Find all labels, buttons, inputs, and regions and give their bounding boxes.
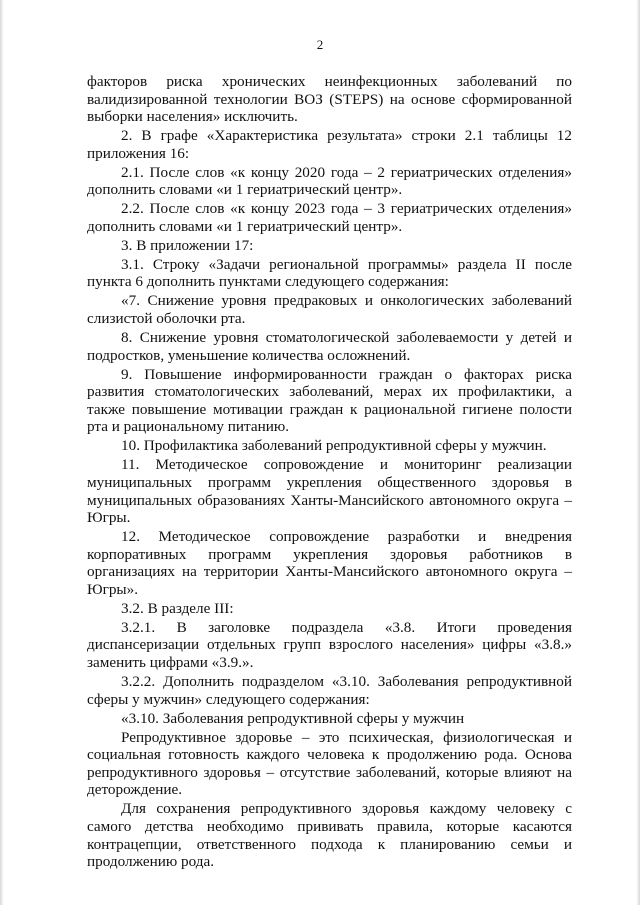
paragraph: 12. Методическое сопровождение разработки и внедрения корпоративных программ укрепления здоровья работников в организациях на территории Ханты-Мансийского автономного округа – Югры». <box>87 528 572 598</box>
page-number: 2 <box>316 37 324 52</box>
paragraph: Репродуктивное здоровье – это психическая, физиологическая и социальная готовность каждого человека к продолжению рода. Основа репродуктивного здоровья – отсутствие заболеваний, которые влияют на деторождение. <box>87 728 572 799</box>
paragraph: 2.1. После слов «к концу 2020 года – 2 гериатрических отделения» дополнить словами «и 1 гериатрический центр». <box>87 163 572 199</box>
paragraph: Для сохранения репродуктивного здоровья каждому человеку с самого детства необходимо прививать правила, которые касаются контрацепции, ответственного подхода к планированию семьи и продолжению рода. <box>87 800 572 871</box>
paragraph: «3.10. Заболевания репродуктивной сферы у мужчин <box>121 709 465 727</box>
paragraph: 3.2.2. Дополнить подразделом «3.10. Заболевания репродуктивной сферы у мужчин» следующего содержания: <box>87 673 572 708</box>
paragraph: «7. Снижение уровня предраковых и онкологических заболеваний слизистой оболочки рта. <box>87 292 572 328</box>
scan-edge-left <box>0 0 3 905</box>
paragraph: 9. Повышение информированности граждан о факторах риска развития стоматологических заболеваний, мерах их профилактики, а также повышение мотивации граждан к рациональной гигиене полости рта и рациональному питанию. <box>87 365 572 436</box>
paragraph: факторов риска хронических неинфекционных заболеваний по валидизированной технологии ВОЗ (STEPS) на основе сформированной выборки населения» исключить. <box>87 73 572 126</box>
paragraph: 10. Профилактика заболеваний репродуктивной сферы у мужчин. <box>121 437 547 455</box>
paragraph: 8. Снижение уровня стоматологической заболеваемости у детей и подростков, уменьшение количества осложнений. <box>87 329 572 364</box>
paragraph: 2. В графе «Характеристика результата» строки 2.1 таблицы 12 приложения 16: <box>87 127 572 162</box>
paragraph: 11. Методическое сопровождение и мониторинг реализации муниципальных программ укрепления общественного здоровья в муниципальных образованиях Ханты-Мансийского автономного округа – Югры. <box>87 456 572 527</box>
paragraph: 3.2.1. В заголовке подраздела «3.8. Итоги проведения диспансеризации отдельных групп взрослого населения» цифры «3.8.» заменить цифрами «3.9.». <box>87 618 572 672</box>
paragraph: 3.1. Строку «Задачи региональной программы» раздела II после пункта 6 дополнить пунктами следующего содержания: <box>87 255 572 291</box>
document-body <box>87 73 572 872</box>
paragraph: 3. В приложении 17: <box>121 236 254 254</box>
paragraph: 3.2. В разделе III: <box>121 599 234 617</box>
paragraph: 2.2. После слов «к концу 2023 года – 3 гериатрических отделения» дополнить словами «и 1 гериатрический центр». <box>87 200 572 235</box>
